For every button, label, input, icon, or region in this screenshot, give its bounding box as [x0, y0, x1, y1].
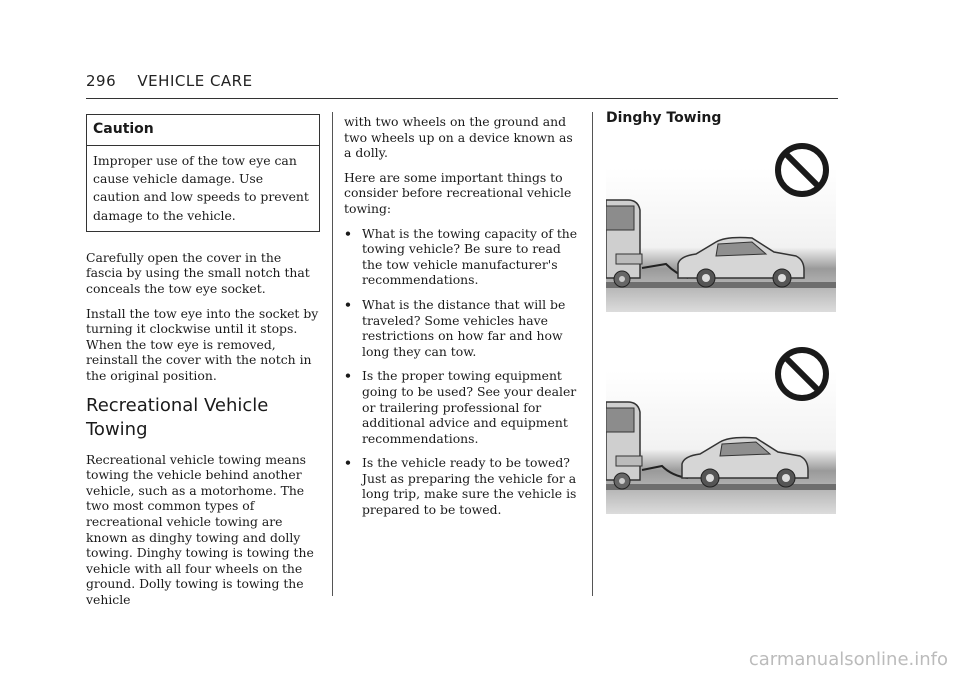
list-item-text: Is the proper towing equipment going to be used? See your dealer or trailering professional for additional advice and equipment recommendations.: [362, 368, 577, 446]
paragraph: with two wheels on the ground and two wheels up on a device known as a dolly.: [344, 114, 573, 161]
section-heading: Recreational Vehicle Towing: [86, 394, 269, 440]
bullet-marker: •: [344, 296, 352, 312]
watermark: carmanualsonline.info: [748, 649, 948, 670]
list-item-text: What is the distance that will be traveled? Some vehicles have restrictions on how far and how long they can tow.: [362, 296, 566, 359]
list-item: [344, 455, 580, 517]
caution-body: Improper use of the tow eye can cause vehicle damage. Use caution and low speeds to prevent damage to the vehicle.: [93, 153, 309, 223]
list-item-text: What is the towing capacity of the towing vehicle? Be sure to read the tow vehicle manufacturer's recommendations.: [362, 225, 578, 288]
bullet-marker: •: [344, 225, 352, 241]
road: [606, 484, 836, 490]
list-item: [344, 226, 580, 288]
column-1: [86, 114, 320, 617]
road: [606, 282, 836, 288]
paragraph: Recreational vehicle towing means towing the vehicle behind another vehicle, such as a motorhome. The two most common types of recreational vehicle towing are known as dinghy towing and dolly towing. Dinghy towing is towing the vehicle with all four wheels on the ground. Dolly towing is towing the vehicle: [86, 451, 314, 607]
column-divider-1: [332, 112, 333, 596]
list-item: [344, 297, 580, 359]
paragraph: Install the tow eye into the socket by turning it clockwise until it stops. When the tow eye is removed, reinstall the cover with the notch in the original position.: [86, 305, 319, 383]
page-header: [86, 72, 269, 90]
motorhome: [606, 402, 642, 489]
bullet-marker: •: [344, 455, 352, 471]
caution-box: [86, 114, 320, 232]
subsection-heading: Dinghy Towing: [606, 110, 722, 126]
towing-illustration-2: [606, 344, 836, 514]
column-divider-2: [592, 112, 593, 596]
section-title: VEHICLE CARE: [137, 72, 253, 90]
header-divider: [86, 98, 838, 99]
caution-title: Caution: [87, 115, 319, 146]
prohibited-icon: [778, 146, 826, 194]
column-2: [344, 114, 580, 527]
motorhome: [606, 200, 642, 287]
page-number: 296: [86, 72, 117, 90]
list-item-text: Is the vehicle ready to be towed? Just as preparing the vehicle for a long trip, make sure the vehicle is prepared to be towed.: [362, 455, 577, 518]
towing-illustration-1: [606, 142, 836, 312]
prohibited-icon: [778, 350, 826, 398]
list-item: [344, 368, 580, 446]
paragraph: Here are some important things to consider before recreational vehicle towing:: [344, 169, 572, 216]
column-3: [606, 110, 838, 520]
paragraph: Carefully open the cover in the fascia by using the small notch that conceals the tow eye socket.: [86, 249, 310, 296]
bullet-marker: •: [344, 368, 352, 384]
